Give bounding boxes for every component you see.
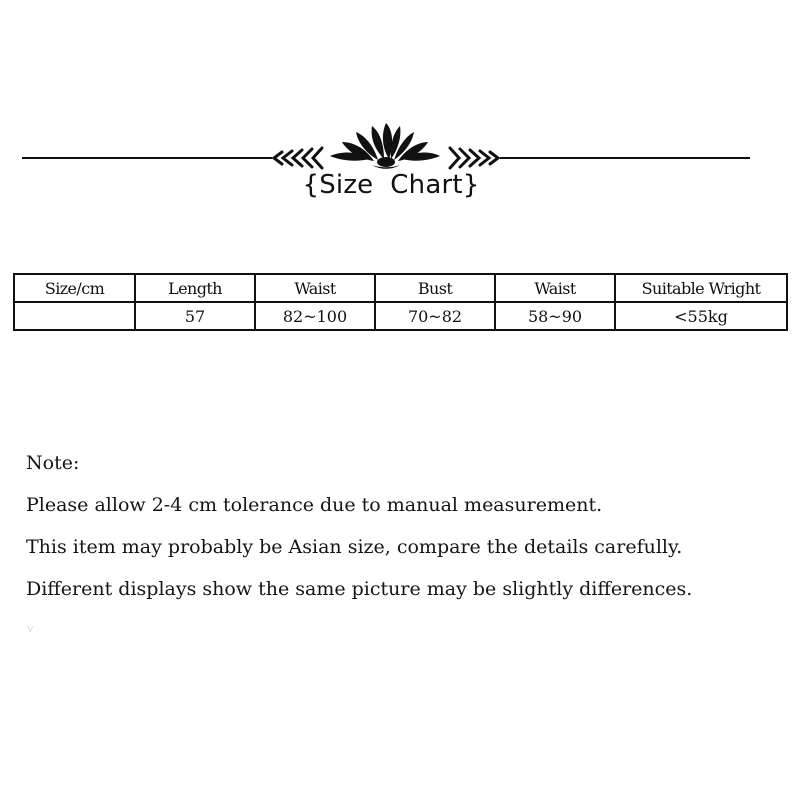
note-heading: Note: (26, 452, 80, 474)
left-chevrons (274, 148, 322, 168)
header-length: Length (135, 274, 255, 302)
header-size: Size/cm (14, 274, 135, 302)
header-suitable-weight: Suitable Wright (615, 274, 787, 302)
cell-bust: 70~82 (375, 302, 495, 330)
fleuron-ornament-icon (22, 123, 750, 169)
notes-section (26, 448, 786, 616)
note-line-displays: Different displays show the same picture may be slightly differences. (26, 578, 693, 600)
cell-size (14, 302, 135, 330)
table-header-row (14, 274, 787, 302)
header-bust: Bust (375, 274, 495, 302)
right-chevrons (450, 148, 498, 168)
cell-waist-2: 58~90 (495, 302, 615, 330)
header-waist-2: Waist (495, 274, 615, 302)
faint-mark: v (27, 622, 34, 635)
note-line-asian-size: This item may probably be Asian size, compare the details carefully. (26, 536, 683, 558)
note-line-tolerance: Please allow 2-4 cm tolerance due to manual measurement. (26, 494, 603, 516)
header-ornament (0, 118, 800, 178)
fleuron-petals (330, 123, 440, 169)
size-chart-title: {Size Chart} (302, 170, 480, 200)
cell-waist: 82~100 (255, 302, 375, 330)
header-waist: Waist (255, 274, 375, 302)
cell-suitable-weight: <55kg (615, 302, 787, 330)
size-table (13, 273, 788, 331)
table-row (14, 302, 787, 330)
cell-length: 57 (135, 302, 255, 330)
